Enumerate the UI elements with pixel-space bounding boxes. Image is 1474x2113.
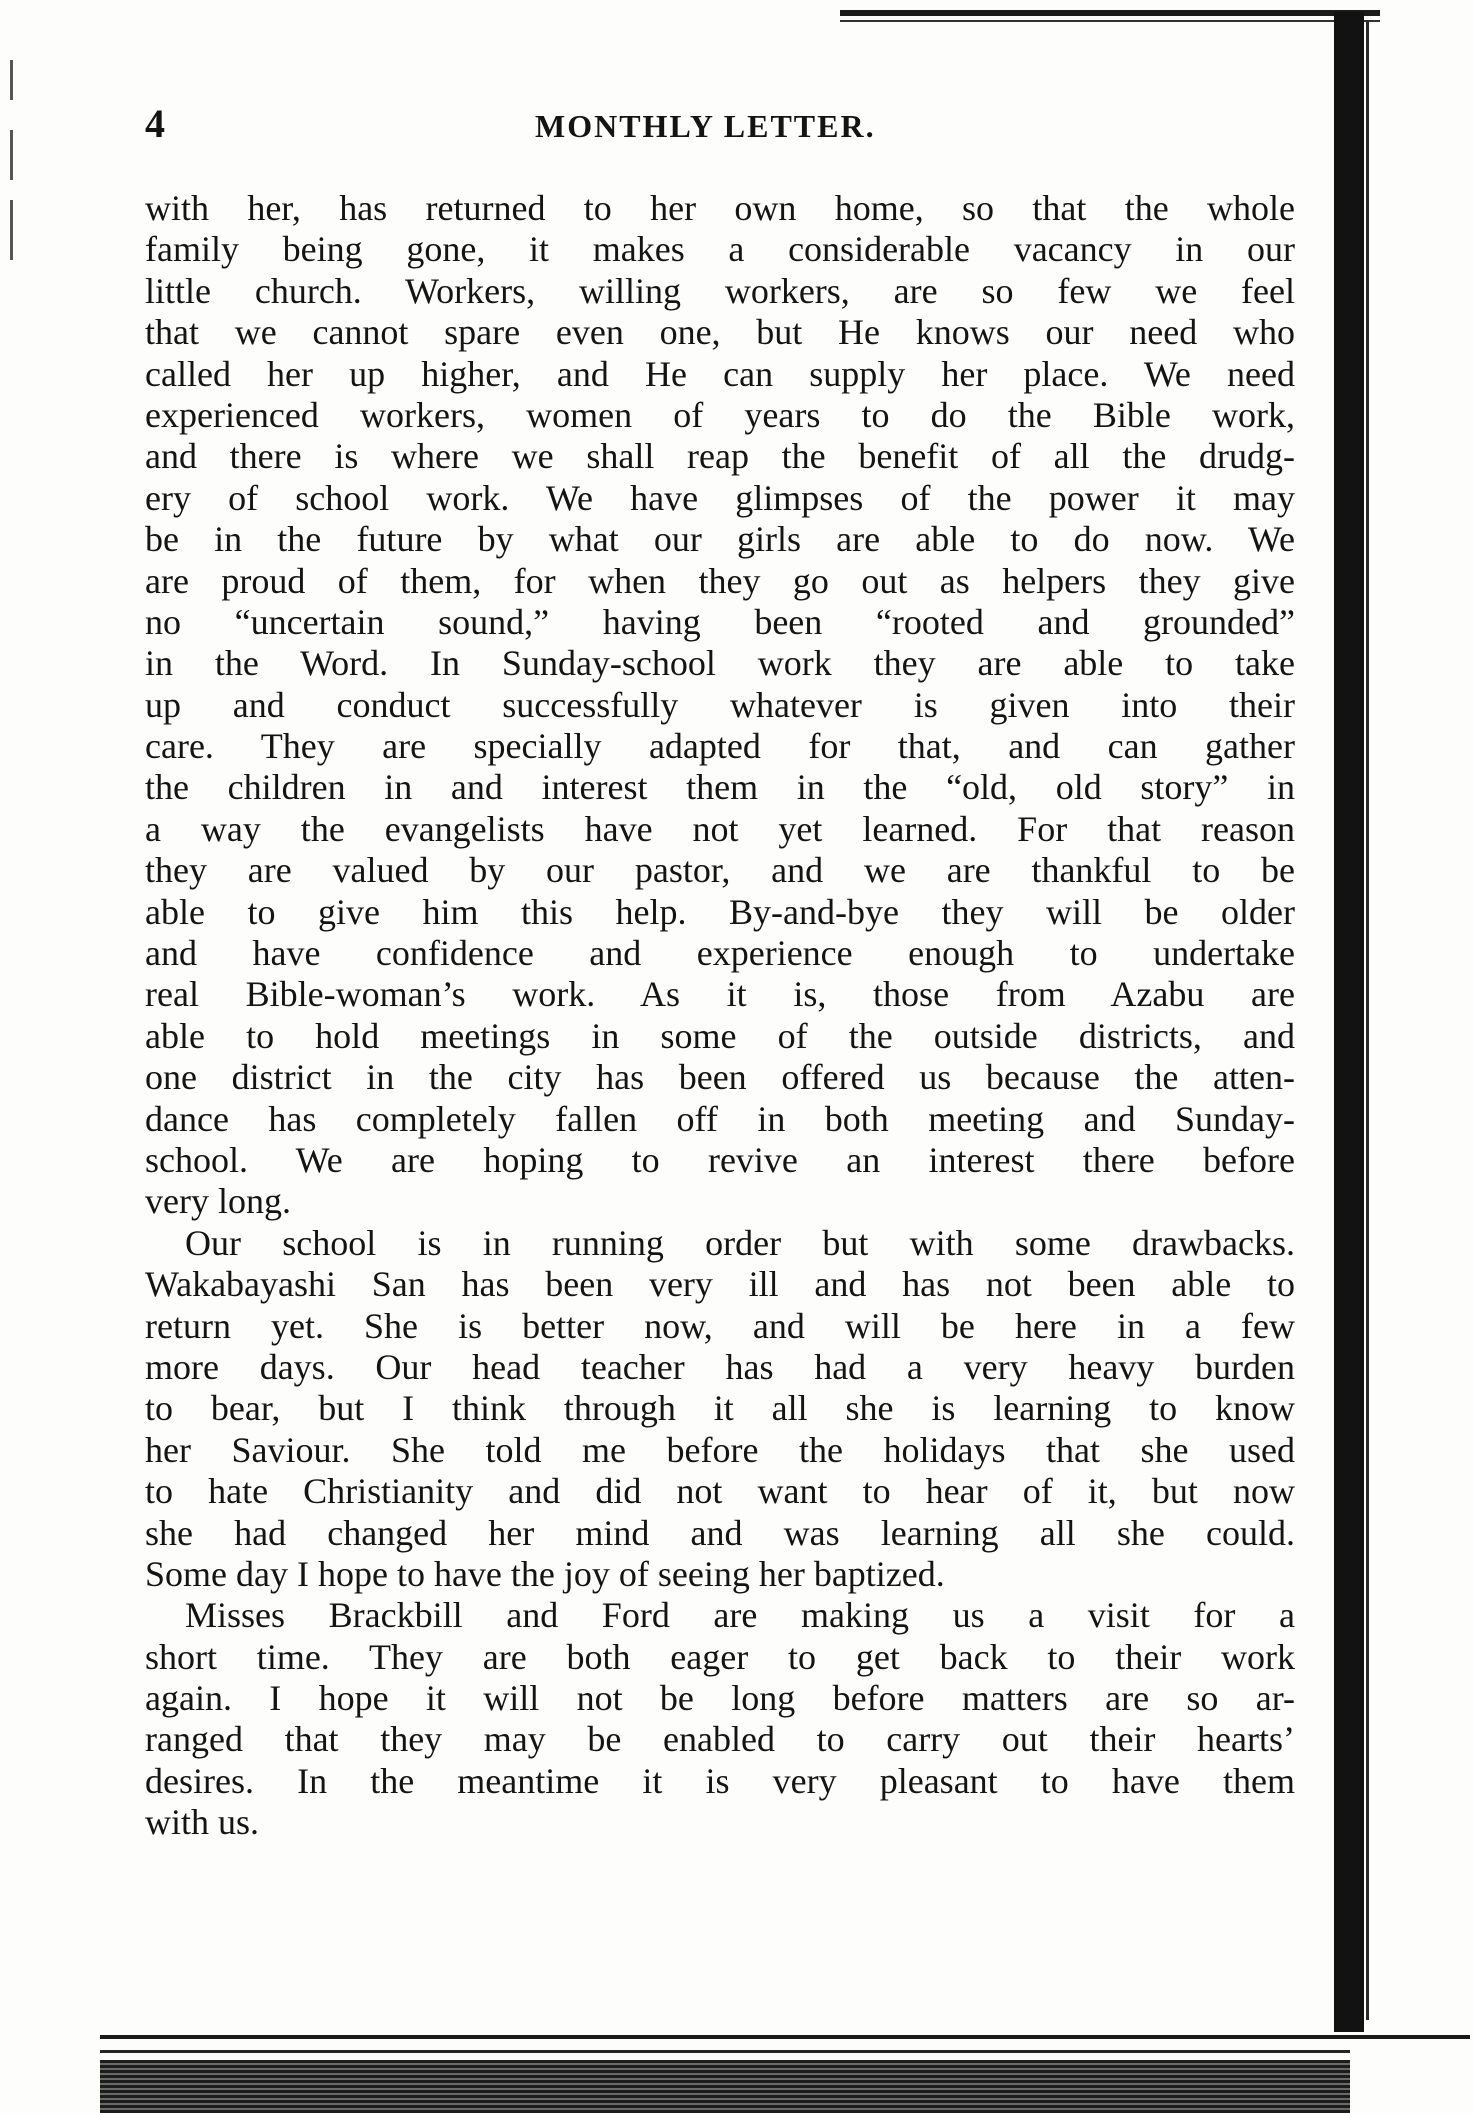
text-line: no “uncertain sound,” having been “rooted and grounded” bbox=[145, 601, 1295, 642]
text-line: and there is where we shall reap the benefit of all the drudg- bbox=[145, 436, 1295, 477]
text-line: ery of school work. We have glimpses of the power it may bbox=[145, 477, 1295, 518]
text-line: little church. Workers, willing workers, are so few we feel bbox=[145, 270, 1295, 311]
text-line: to bear, but I think through it all she is learning to know bbox=[145, 1388, 1295, 1429]
text-line: able to hold meetings in some of the outside districts, and bbox=[145, 1015, 1295, 1056]
text-line: they are valued by our pastor, and we are thankful to be bbox=[145, 850, 1295, 891]
text-line: up and conduct successfully whatever is given into their bbox=[145, 684, 1295, 725]
text-line: school. We are hoping to revive an interest there before bbox=[145, 1139, 1295, 1180]
paragraph bbox=[145, 1223, 1295, 1596]
top-rule bbox=[840, 10, 1380, 16]
text-line: again. I hope it will not be long before matters are so ar- bbox=[145, 1678, 1295, 1719]
text-line: in the Word. In Sunday-school work they are able to take bbox=[145, 643, 1295, 684]
text-line: very long. bbox=[145, 1181, 291, 1222]
text-line: are proud of them, for when they go out as helpers they give bbox=[145, 560, 1295, 601]
text-line: Some day I hope to have the joy of seeing her baptized. bbox=[145, 1553, 945, 1594]
page-header bbox=[145, 100, 1295, 150]
text-line: be in the future by what our girls are able to do now. We bbox=[145, 519, 1295, 560]
text-line: the children in and interest them in the “old, old story” in bbox=[145, 767, 1295, 808]
page-number: 4 bbox=[145, 101, 165, 146]
left-margin-marks bbox=[10, 60, 13, 260]
text-line: and have confidence and experience enough to undertake bbox=[145, 933, 1295, 974]
text-line: one district in the city has been offered us because the atten- bbox=[145, 1057, 1295, 1098]
right-border-edge bbox=[1366, 20, 1369, 2020]
bottom-rule-thin bbox=[100, 2050, 1350, 2053]
text-line: real Bible-woman’s work. As it is, those from Azabu are bbox=[145, 974, 1295, 1015]
text-line: to hate Christianity and did not want to hear of it, but now bbox=[145, 1471, 1295, 1512]
text-line: her Saviour. She told me before the holidays that she used bbox=[145, 1429, 1295, 1470]
text-line: Wakabayashi San has been very ill and has not been able to bbox=[145, 1264, 1295, 1305]
running-head: MONTHLY LETTER. bbox=[535, 108, 876, 144]
text-line: family being gone, it makes a considerable vacancy in our bbox=[145, 229, 1295, 270]
right-border-rule bbox=[1334, 12, 1364, 2032]
bottom-border-band bbox=[100, 2060, 1350, 2113]
text-line: a way the evangelists have not yet learned. For that reason bbox=[145, 808, 1295, 849]
body-text bbox=[145, 188, 1295, 1844]
text-line: Misses Brackbill and Ford are making us a visit for a bbox=[185, 1595, 1295, 1636]
paragraph bbox=[145, 188, 1295, 1223]
text-line: short time. They are both eager to get back to their work bbox=[145, 1636, 1295, 1677]
text-line: that we cannot spare even one, but He knows our need who bbox=[145, 312, 1295, 353]
text-line: with her, has returned to her own home, so that the whole bbox=[145, 188, 1295, 228]
text-line: with us. bbox=[145, 1802, 260, 1843]
text-line: called her up higher, and He can supply her place. We need bbox=[145, 353, 1295, 394]
text-line: Our school is in running order but with some drawbacks. bbox=[185, 1222, 1295, 1263]
text-line: return yet. She is better now, and will be here in a few bbox=[145, 1305, 1295, 1346]
text-line: experienced workers, women of years to do the Bible work, bbox=[145, 394, 1295, 435]
text-line: ranged that they may be enabled to carry out their hearts’ bbox=[145, 1719, 1295, 1760]
text-line: able to give him this help. By-and-bye they will be older bbox=[145, 891, 1295, 932]
paragraph bbox=[145, 1595, 1295, 1843]
text-line: desires. In the meantime it is very pleasant to have them bbox=[145, 1760, 1295, 1801]
text-line: she had changed her mind and was learning all she could. bbox=[145, 1512, 1295, 1553]
top-rule-thin bbox=[840, 20, 1380, 22]
text-line: dance has completely fallen off in both meeting and Sunday- bbox=[145, 1098, 1295, 1139]
text-line: more days. Our head teacher has had a very heavy burden bbox=[145, 1346, 1295, 1387]
bottom-rule bbox=[100, 2035, 1470, 2039]
text-line: care. They are specially adapted for that, and can gather bbox=[145, 726, 1295, 767]
